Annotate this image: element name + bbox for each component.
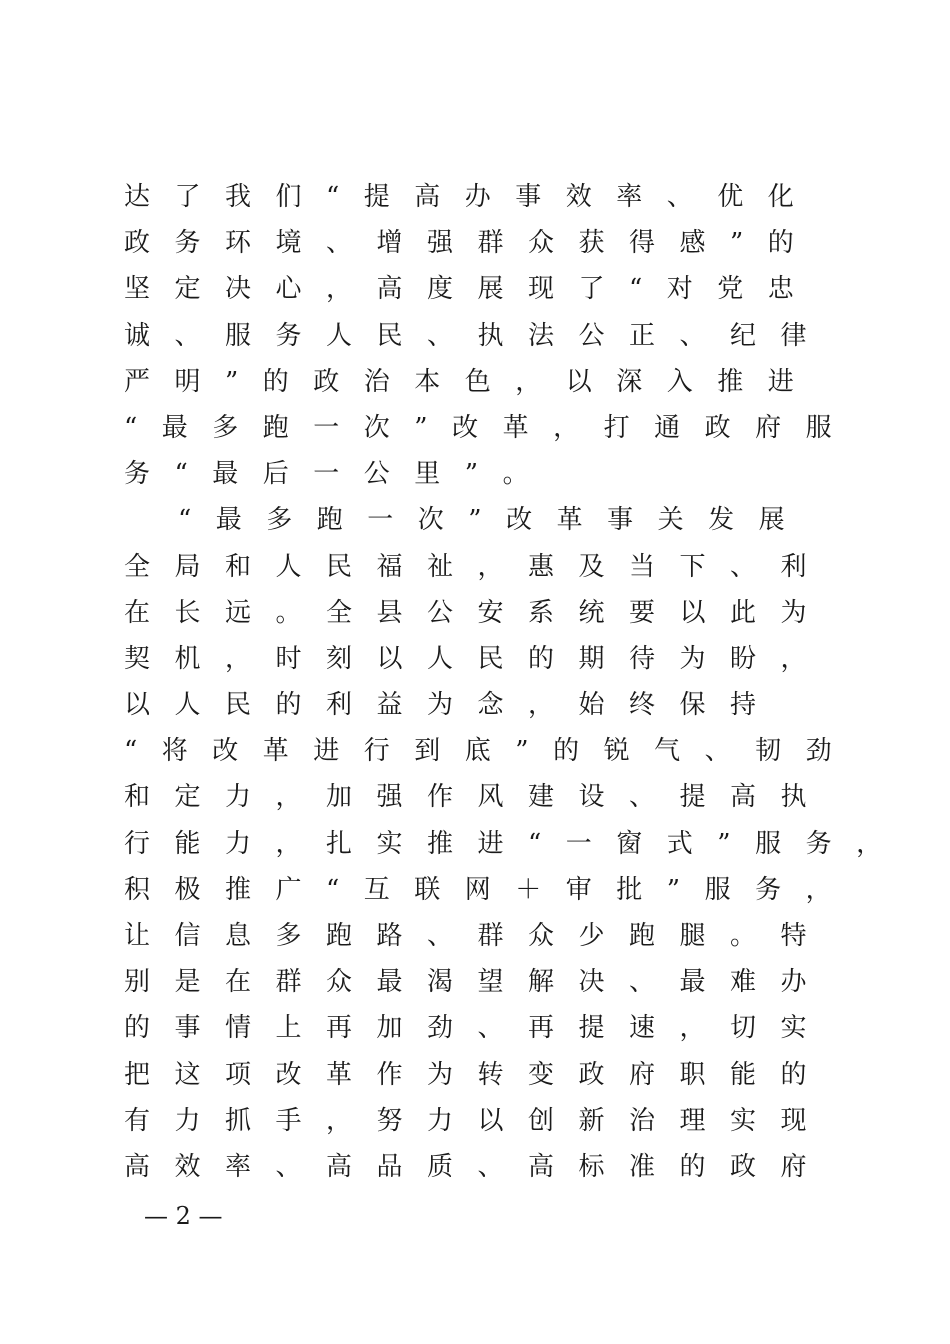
body-text	[124, 174, 907, 1190]
text-line: 坚定决心，高度展现了“对党忠	[124, 274, 819, 305]
text-line: 让信息多跑路、群众少跑腿。特	[124, 921, 832, 951]
text-line: 全局和人民福祉，惠及当下、利	[124, 551, 832, 582]
text-line: 达了我们“提高办事效率、优化	[124, 182, 819, 212]
text-line: 积极推广“互联网＋审批”服务，	[124, 874, 857, 905]
text-line: 有力抓手，努力以创新治理实现	[124, 1105, 832, 1136]
text-line: 在长远。全县公安系统要以此为	[124, 597, 832, 628]
text-line: 政务环境、增强群众获得感”的	[124, 228, 819, 259]
text-line: “将改革进行到底”的锐气、韧劲	[124, 736, 857, 767]
text-line: 务“最后一公里”。	[124, 459, 554, 490]
text-line: 把这项改革作为转变政府职能的	[124, 1059, 832, 1090]
text-line: “最多跑一次”改革事关发展	[178, 505, 810, 536]
text-line: 以人民的利益为念，始终保持	[124, 690, 781, 721]
text-line: 严明”的政治本色，以深入推进	[124, 366, 819, 397]
text-line: 的事情上再加劲、再提速，切实	[124, 1013, 832, 1044]
text-line: 高效率、高品质、高标准的政府	[124, 1151, 832, 1182]
text-line: “最多跑一次”改革，打通政府服	[124, 412, 857, 443]
text-line: 别是在群众最渴望解决、最难办	[124, 967, 832, 998]
text-line: 契机，时刻以人民的期待为盼，	[124, 643, 832, 674]
page-number: — 2 —	[144, 1202, 223, 1230]
text-line: 行能力，扎实推进“一窗式”服务，	[124, 828, 907, 859]
text-line: 和定力，加强作风建设、提高执	[124, 782, 832, 813]
text-line: 诚、服务人民、执法公正、纪律	[124, 320, 832, 351]
